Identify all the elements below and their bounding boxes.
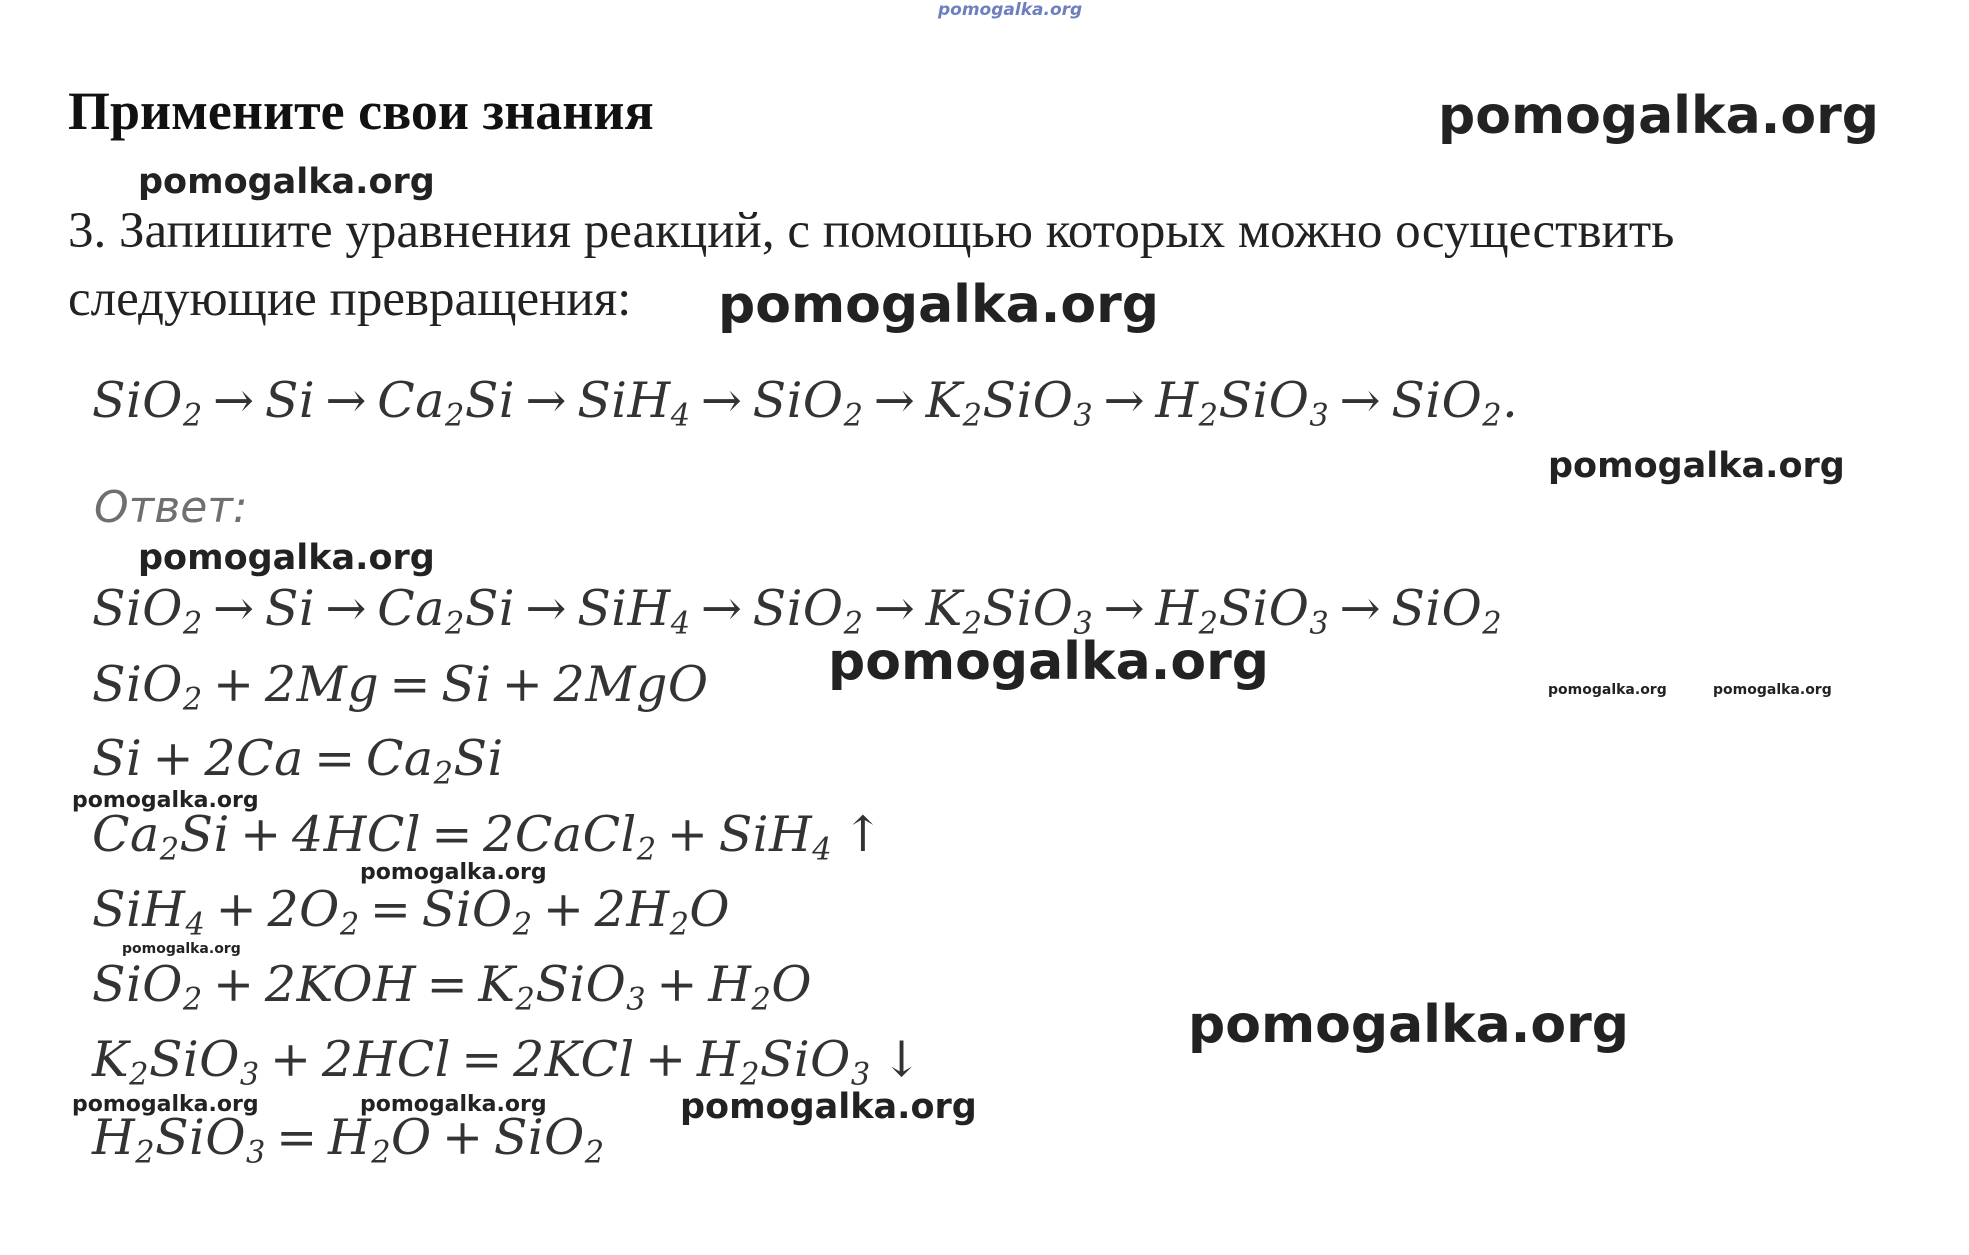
watermark-task-end: pomogalka.org bbox=[718, 275, 1160, 335]
element-symbol: Cl bbox=[580, 1031, 635, 1088]
element-symbol: O bbox=[299, 881, 340, 938]
element-symbol: Si bbox=[1391, 580, 1442, 637]
element-symbol: H bbox=[696, 1031, 741, 1088]
arrow-operator: → bbox=[690, 580, 753, 637]
element-symbol: O bbox=[1268, 372, 1310, 429]
subscript: 2 bbox=[339, 907, 360, 943]
arrow-operator: → bbox=[1093, 372, 1156, 429]
formula bbox=[377, 372, 516, 434]
formula bbox=[324, 806, 421, 863]
arrow-operator: → bbox=[1329, 372, 1392, 429]
subscript: 3 bbox=[850, 1057, 871, 1093]
element-symbol: O bbox=[142, 956, 183, 1013]
element-symbol: K bbox=[544, 1031, 581, 1088]
element-symbol: Ca bbox=[236, 730, 304, 787]
watermark-lower-right: pomogalka.org bbox=[1188, 995, 1630, 1055]
watermark-eq4: pomogalka.org bbox=[122, 941, 241, 957]
element-symbol: Si bbox=[179, 806, 230, 863]
formula bbox=[577, 372, 691, 434]
element-symbol: O bbox=[802, 372, 844, 429]
coefficient: 2 bbox=[264, 956, 297, 1013]
formula bbox=[514, 806, 657, 868]
element-symbol: Si bbox=[1218, 372, 1269, 429]
formula bbox=[377, 580, 516, 642]
coefficient: 2 bbox=[483, 806, 515, 863]
subscript: 3 bbox=[626, 982, 647, 1018]
watermark-eq6-b: pomogalka.org bbox=[360, 1092, 547, 1117]
watermark-task: pomogalka.org bbox=[138, 162, 435, 202]
page-heading: Примените свои знания bbox=[68, 81, 654, 141]
watermark-chain: pomogalka.org bbox=[1548, 446, 1845, 486]
element-symbol: Si bbox=[464, 580, 516, 637]
subscript: 2 bbox=[962, 606, 983, 642]
watermark-eq3: pomogalka.org bbox=[360, 860, 547, 885]
equals-operator: = bbox=[359, 881, 422, 938]
subscript: 2 bbox=[740, 1057, 760, 1093]
element-symbol: K bbox=[92, 1031, 130, 1088]
formula bbox=[925, 580, 1094, 642]
formula bbox=[493, 1109, 605, 1171]
watermark-eq2: pomogalka.org bbox=[72, 788, 259, 813]
element-symbol: K bbox=[925, 580, 963, 637]
formula bbox=[441, 656, 491, 713]
element-symbol: H bbox=[1155, 580, 1199, 637]
subscript: 2 bbox=[182, 682, 203, 718]
subscript: 4 bbox=[670, 606, 691, 642]
equation-1 bbox=[92, 656, 709, 718]
element-symbol: K bbox=[478, 956, 516, 1013]
equation-3 bbox=[92, 806, 884, 868]
formula bbox=[92, 656, 203, 718]
plus-operator: + bbox=[646, 956, 709, 1013]
subscript: 2 bbox=[843, 398, 864, 434]
element-symbol: K bbox=[925, 372, 963, 429]
element-symbol: Mg bbox=[585, 656, 668, 713]
element-symbol: Si bbox=[464, 372, 516, 429]
element-symbol: H bbox=[627, 372, 671, 429]
formula bbox=[708, 956, 812, 1018]
element-symbol: O bbox=[332, 956, 374, 1013]
formula bbox=[545, 1031, 635, 1088]
coefficient: 2 bbox=[594, 881, 627, 938]
element-symbol: Ca bbox=[514, 806, 583, 863]
watermark-center: pomogalka.org bbox=[828, 632, 1270, 692]
subscript: 3 bbox=[239, 1057, 260, 1093]
subscript: 2 bbox=[135, 1135, 156, 1171]
element-symbol: Si bbox=[453, 730, 504, 787]
element-symbol: Cl bbox=[582, 806, 637, 863]
gas-precipitate-mark: ↑ bbox=[832, 806, 884, 863]
coefficient: 2 bbox=[553, 656, 586, 713]
element-symbol: Si bbox=[752, 372, 803, 429]
formula bbox=[92, 1031, 260, 1093]
formula bbox=[354, 1031, 451, 1088]
formula bbox=[577, 580, 691, 642]
element-symbol: H bbox=[327, 1109, 372, 1166]
element-symbol: O bbox=[199, 1031, 240, 1088]
element-symbol: O bbox=[667, 656, 709, 713]
subscript: 2 bbox=[1198, 398, 1219, 434]
arrow-operator: → bbox=[690, 372, 753, 429]
answer-label: Ответ: bbox=[94, 482, 248, 533]
subscript: 2 bbox=[1198, 606, 1219, 642]
subscript: 4 bbox=[185, 907, 206, 943]
element-symbol: O bbox=[689, 881, 731, 938]
arrow-operator: → bbox=[863, 372, 926, 429]
element-symbol: Si bbox=[155, 1109, 206, 1166]
element-symbol: O bbox=[142, 372, 183, 429]
watermark-small-2: pomogalka.org bbox=[1713, 682, 1832, 698]
element-symbol: Ca bbox=[365, 730, 434, 787]
subscript: 2 bbox=[669, 907, 690, 943]
element-symbol: H bbox=[626, 881, 670, 938]
formula bbox=[585, 656, 708, 713]
element-symbol: Si bbox=[577, 580, 628, 637]
subscript: 3 bbox=[245, 1135, 266, 1171]
plus-operator: + bbox=[656, 806, 719, 863]
element-symbol: Si bbox=[148, 1031, 200, 1088]
coefficient: 2 bbox=[264, 656, 297, 713]
equals-operator: = bbox=[416, 956, 479, 1013]
equation-5 bbox=[92, 956, 812, 1018]
formula bbox=[718, 806, 833, 868]
element-symbol: Cl bbox=[396, 1031, 451, 1088]
coefficient: 2 bbox=[267, 881, 300, 938]
subscript: 2 bbox=[751, 982, 772, 1018]
element-symbol: Si bbox=[1218, 580, 1269, 637]
subscript: 2 bbox=[182, 398, 203, 434]
coefficient: 2 bbox=[204, 730, 237, 787]
element-symbol: H bbox=[142, 881, 186, 938]
task-text-line-1: 3. Запишите уравнения реакций, с помощью которых можно осуществить bbox=[68, 203, 1675, 259]
subscript: 2 bbox=[182, 982, 203, 1018]
element-symbol: H bbox=[353, 1031, 397, 1088]
subscript: 2 bbox=[843, 606, 864, 642]
plus-operator: + bbox=[491, 656, 554, 713]
element-symbol: Ca bbox=[92, 806, 160, 863]
element-symbol: Si bbox=[759, 1031, 811, 1088]
equals-operator: = bbox=[421, 806, 484, 863]
element-symbol: K bbox=[296, 956, 333, 1013]
watermark-small-1: pomogalka.org bbox=[1548, 682, 1667, 698]
formula bbox=[752, 372, 864, 434]
subscript: 2 bbox=[159, 832, 180, 868]
element-symbol: Si bbox=[535, 956, 586, 1013]
element-symbol: H bbox=[92, 1109, 136, 1166]
formula bbox=[626, 881, 731, 943]
formula bbox=[297, 956, 417, 1013]
arrow-operator: → bbox=[315, 580, 378, 637]
element-symbol: Si bbox=[421, 881, 473, 938]
plus-operator: + bbox=[634, 1031, 697, 1088]
equals-operator: = bbox=[450, 1031, 514, 1088]
formula bbox=[92, 881, 206, 943]
element-symbol: O bbox=[1268, 580, 1310, 637]
element-symbol: Si bbox=[264, 580, 316, 637]
subscript: 3 bbox=[1073, 398, 1094, 434]
plus-operator: + bbox=[532, 881, 595, 938]
element-symbol: Si bbox=[92, 656, 143, 713]
formula bbox=[925, 372, 1094, 434]
plus-operator: + bbox=[431, 1109, 494, 1166]
subscript: 3 bbox=[1309, 606, 1330, 642]
arrow-operator: → bbox=[1093, 580, 1156, 637]
element-symbol: H bbox=[627, 580, 671, 637]
formula bbox=[478, 956, 647, 1018]
element-symbol: O bbox=[1032, 372, 1074, 429]
element-symbol: O bbox=[142, 656, 183, 713]
element-symbol: Si bbox=[92, 956, 143, 1013]
formula bbox=[365, 730, 504, 792]
task-transformation-chain bbox=[92, 372, 1519, 434]
coefficient: 2 bbox=[321, 1031, 354, 1088]
plus-operator: + bbox=[202, 956, 265, 1013]
equation-4 bbox=[92, 881, 731, 943]
element-symbol: O bbox=[205, 1109, 246, 1166]
equals-operator: = bbox=[303, 730, 366, 787]
equals-operator: = bbox=[379, 656, 442, 713]
equation-7 bbox=[92, 1109, 605, 1171]
plus-operator: + bbox=[202, 656, 265, 713]
formula bbox=[752, 580, 864, 642]
task-text-line-2: следующие превращения: bbox=[68, 271, 632, 327]
arrow-operator: → bbox=[863, 580, 926, 637]
subscript: 4 bbox=[812, 832, 833, 868]
subscript: 2 bbox=[512, 907, 533, 943]
formula bbox=[696, 1031, 871, 1093]
element-symbol: O bbox=[802, 580, 844, 637]
arrow-operator: → bbox=[202, 372, 265, 429]
element-symbol: O bbox=[1441, 580, 1483, 637]
plus-operator: + bbox=[229, 806, 292, 863]
arrow-operator: → bbox=[515, 372, 578, 429]
element-symbol: O bbox=[391, 1109, 432, 1166]
element-symbol: O bbox=[142, 580, 183, 637]
coefficient: 2 bbox=[513, 1031, 545, 1088]
formula bbox=[265, 580, 315, 637]
element-symbol: Si bbox=[92, 881, 143, 938]
element-symbol: O bbox=[544, 1109, 585, 1166]
subscript: 2 bbox=[636, 832, 657, 868]
equation-6 bbox=[92, 1031, 923, 1093]
plus-operator: + bbox=[142, 730, 205, 787]
element-symbol: O bbox=[810, 1031, 851, 1088]
formula bbox=[421, 881, 533, 943]
formula bbox=[1391, 580, 1503, 642]
formula bbox=[265, 372, 315, 429]
subscript: 4 bbox=[670, 398, 691, 434]
element-symbol: Si bbox=[264, 372, 316, 429]
formula bbox=[92, 806, 230, 868]
element-symbol: H bbox=[373, 956, 417, 1013]
arrow-operator: → bbox=[515, 580, 578, 637]
element-symbol: Ca bbox=[377, 372, 445, 429]
subscript: 2 bbox=[445, 398, 465, 434]
formula bbox=[92, 580, 203, 642]
watermark-answer: pomogalka.org bbox=[138, 538, 435, 578]
element-symbol: Si bbox=[441, 656, 492, 713]
element-symbol: O bbox=[1032, 580, 1074, 637]
formula bbox=[327, 1109, 432, 1171]
formula bbox=[1391, 372, 1503, 434]
watermark-eq6-a: pomogalka.org bbox=[72, 1092, 259, 1117]
element-symbol: O bbox=[771, 956, 812, 1013]
element-symbol: Si bbox=[982, 580, 1033, 637]
answer-transformation-chain bbox=[92, 580, 1503, 642]
element-symbol: Si bbox=[752, 580, 803, 637]
subscript: 2 bbox=[1482, 398, 1503, 434]
subscript: 3 bbox=[1073, 606, 1094, 642]
equation-2 bbox=[92, 730, 504, 792]
element-symbol: O bbox=[1441, 372, 1483, 429]
subscript: 2 bbox=[433, 756, 454, 792]
plus-operator: + bbox=[205, 881, 268, 938]
element-symbol: H bbox=[768, 806, 813, 863]
formula bbox=[92, 730, 142, 787]
formula bbox=[92, 956, 203, 1018]
subscript: 2 bbox=[515, 982, 536, 1018]
plus-operator: + bbox=[259, 1031, 322, 1088]
element-symbol: O bbox=[585, 956, 627, 1013]
element-symbol: Si bbox=[577, 372, 628, 429]
formula bbox=[299, 881, 360, 943]
element-symbol: Si bbox=[92, 372, 143, 429]
formula bbox=[236, 730, 304, 787]
arrow-operator: → bbox=[315, 372, 378, 429]
subscript: 3 bbox=[1309, 398, 1330, 434]
subscript: 2 bbox=[962, 398, 983, 434]
formula bbox=[92, 1109, 266, 1171]
element-symbol: Si bbox=[718, 806, 769, 863]
formula bbox=[1155, 372, 1330, 434]
arrow-operator: → bbox=[202, 580, 265, 637]
arrow-operator: → bbox=[1329, 580, 1392, 637]
subscript: 2 bbox=[182, 606, 203, 642]
formula bbox=[92, 372, 203, 434]
subscript: 2 bbox=[129, 1057, 149, 1093]
gas-precipitate-mark: ↓ bbox=[870, 1031, 923, 1088]
watermark-header-right: pomogalka.org bbox=[1438, 86, 1880, 146]
watermark-eq6-c: pomogalka.org bbox=[680, 1087, 977, 1127]
coefficient: 4 bbox=[291, 806, 324, 863]
element-symbol: Si bbox=[92, 730, 143, 787]
element-symbol: Mg bbox=[296, 656, 380, 713]
equals-operator: = bbox=[265, 1109, 328, 1166]
subscript: 2 bbox=[1482, 606, 1503, 642]
element-symbol: Si bbox=[1391, 372, 1442, 429]
element-symbol: H bbox=[708, 956, 752, 1013]
subscript: 2 bbox=[445, 606, 465, 642]
element-symbol: H bbox=[323, 806, 367, 863]
element-symbol: Ca bbox=[377, 580, 445, 637]
subscript: 2 bbox=[371, 1135, 392, 1171]
element-symbol: Si bbox=[982, 372, 1033, 429]
watermark-top: pomogalka.org bbox=[938, 0, 1083, 20]
subscript: 2 bbox=[584, 1135, 605, 1171]
element-symbol: H bbox=[1155, 372, 1199, 429]
element-symbol: Cl bbox=[366, 806, 422, 863]
formula bbox=[1155, 580, 1330, 642]
element-symbol: O bbox=[472, 881, 513, 938]
formula bbox=[297, 656, 380, 713]
element-symbol: Si bbox=[493, 1109, 545, 1166]
chain-period: . bbox=[1502, 372, 1519, 429]
element-symbol: Si bbox=[92, 580, 143, 637]
